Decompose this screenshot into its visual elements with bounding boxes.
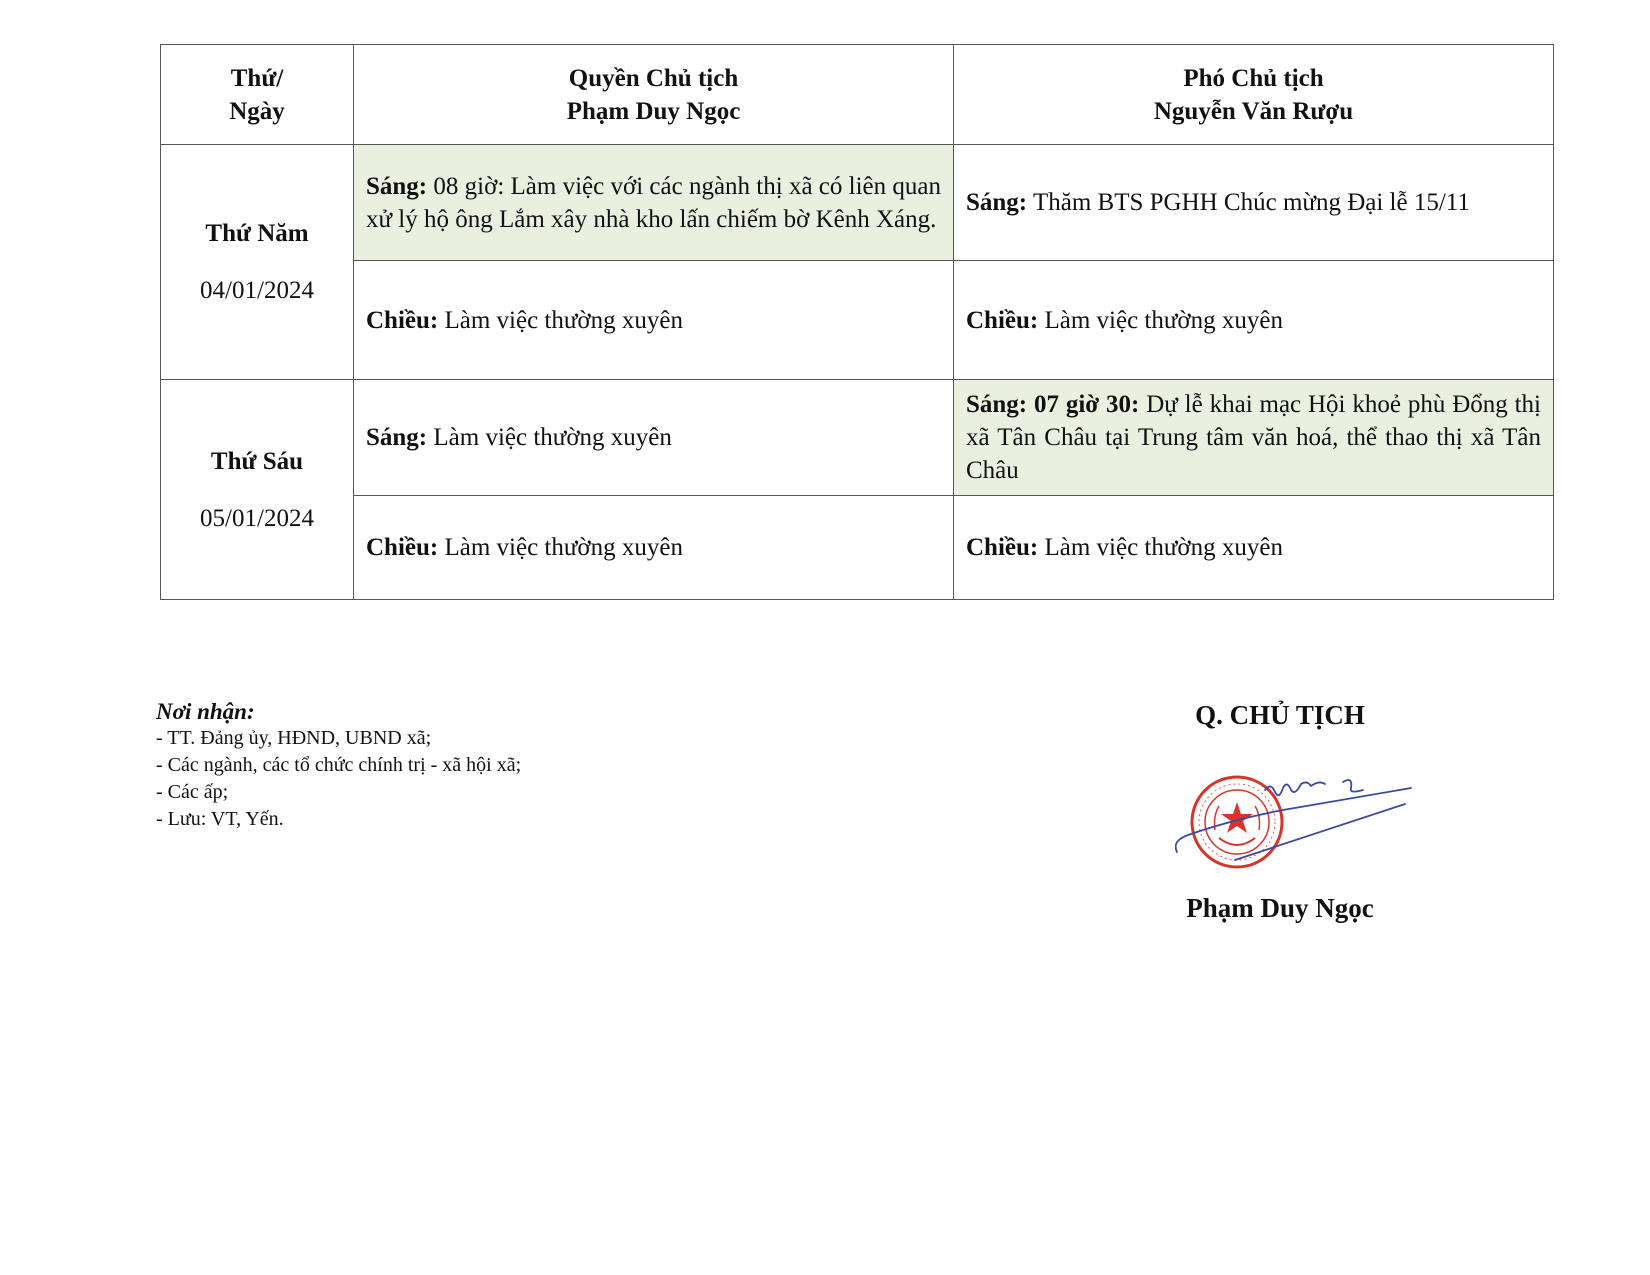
chairman-morning-cell — [354, 380, 954, 496]
slot-label: Chiều: — [366, 534, 439, 561]
signature-title: Q. CHỦ TỊCH — [1195, 700, 1365, 730]
slot-text: Làm việc thường xuyên — [1044, 534, 1283, 561]
table-row — [161, 380, 1554, 496]
recipients-title: Nơi nhận: — [156, 699, 255, 724]
slot-text: Làm việc thường xuyên — [444, 534, 683, 561]
chairman-afternoon-cell — [354, 496, 954, 600]
header-chairman-name: Phạm Duy Ngọc — [566, 97, 741, 125]
vice-chairman-morning-cell — [954, 145, 1554, 261]
slot-label: Chiều: — [966, 534, 1039, 561]
table-row — [161, 496, 1554, 600]
signature-scribble — [1176, 780, 1411, 860]
header-chairman — [354, 45, 954, 145]
slot-text: Dự lễ khai mạc Hội khoẻ phù Đổng thị xã Tân Châu tại Trung tâm văn hoá, thể thao thị xã Tân Châu — [966, 391, 1542, 484]
day-cell — [161, 380, 354, 600]
day-date: 05/01/2024 — [200, 504, 314, 532]
table-row — [161, 145, 1554, 261]
recipient-item: - Các ngành, các tổ chức chính trị - xã hội xã; — [156, 754, 522, 776]
header-vice-chairman — [954, 45, 1554, 145]
slot-label: Sáng: — [966, 189, 1028, 216]
slot-text: Thăm BTS PGHH Chúc mừng Đại lễ 15/11 — [1032, 189, 1470, 216]
recipient-item: - TT. Đảng ủy, HĐND, UBND xã; — [156, 727, 432, 749]
slot-label: Sáng: — [366, 424, 428, 451]
header-chairman-title: Quyền Chủ tịch — [568, 64, 739, 92]
slot-label: Chiều: — [966, 306, 1039, 334]
seal-stamp — [1192, 777, 1282, 867]
recipient-item: - Các ấp; — [156, 781, 229, 803]
slot-label: Chiều: — [366, 306, 439, 334]
header-day — [161, 45, 354, 145]
vice-chairman-afternoon-cell — [954, 496, 1554, 600]
header-day-line1: Thứ/ — [230, 64, 284, 92]
table-row — [161, 261, 1554, 380]
day-cell — [161, 145, 354, 380]
slot-text: Làm việc thường xuyên — [1044, 306, 1283, 334]
header-vice-chairman-name: Nguyễn Văn Rượu — [1153, 97, 1354, 125]
schedule-table — [160, 44, 1554, 600]
header-vice-chairman-title: Phó Chủ tịch — [1183, 64, 1324, 92]
recipient-item: - Lưu: VT, Yến. — [156, 808, 284, 830]
official-seal-and-signature — [1175, 760, 1415, 880]
vice-chairman-afternoon-cell — [954, 261, 1554, 380]
recipients-block — [156, 698, 521, 833]
day-name: Thứ Sáu — [210, 447, 304, 475]
slot-text: Làm việc thường xuyên — [433, 424, 672, 451]
day-date: 04/01/2024 — [200, 277, 314, 304]
table-header-row — [161, 45, 1554, 145]
signatory-name: Phạm Duy Ngọc — [1186, 893, 1374, 923]
slot-label: Sáng: 07 giờ 30: — [966, 391, 1140, 418]
slot-label: Sáng: — [366, 172, 428, 200]
chairman-morning-cell — [354, 145, 954, 261]
chairman-afternoon-cell — [354, 261, 954, 380]
header-day-line2: Ngày — [229, 97, 285, 125]
slot-text: 08 giờ: Làm việc với các ngành thị xã có liên quan xử lý hộ ông Lắm xây nhà kho lấn chiếm bờ Kênh Xáng. — [366, 172, 941, 233]
day-name: Thứ Năm — [205, 220, 309, 247]
vice-chairman-morning-cell — [954, 380, 1554, 496]
slot-text: Làm việc thường xuyên — [444, 306, 683, 334]
